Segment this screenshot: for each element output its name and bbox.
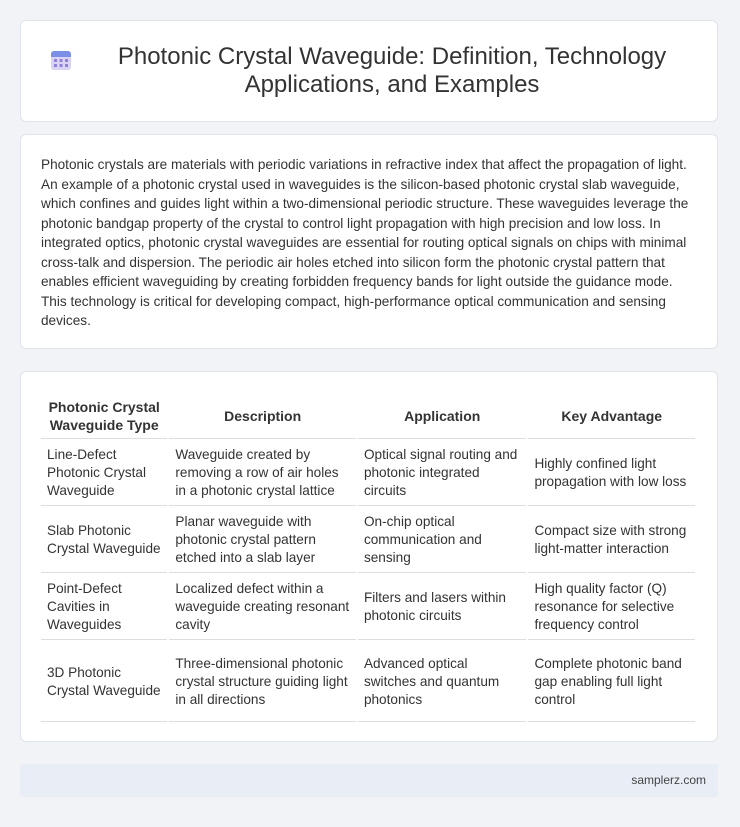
intro-card xyxy=(20,134,718,349)
calendar-grid-icon xyxy=(49,48,73,72)
column-header-type: Photonic Crystal Waveguide Type xyxy=(41,394,167,439)
cell-type: Line-Defect Photonic Crystal Waveguide xyxy=(41,441,167,506)
cell-description: Planar waveguide with photonic crystal pattern etched into a slab layer xyxy=(169,508,356,573)
cell-description: Three-dimensional photonic crystal structure guiding light in all directions xyxy=(169,642,356,722)
cell-advantage: Compact size with strong light-matter interaction xyxy=(528,508,695,573)
footer-bar xyxy=(20,764,718,797)
column-header-application: Application xyxy=(358,394,527,439)
cell-advantage: Highly confined light propagation with low loss xyxy=(528,441,695,506)
cell-description: Localized defect within a waveguide creating resonant cavity xyxy=(169,575,356,640)
cell-type: 3D Photonic Crystal Waveguide xyxy=(41,642,167,722)
title-card xyxy=(20,20,718,122)
table-header-row xyxy=(41,394,695,439)
cell-type: Slab Photonic Crystal Waveguide xyxy=(41,508,167,573)
cell-description: Waveguide created by removing a row of air holes in a photonic crystal lattice xyxy=(169,441,356,506)
cell-application: Filters and lasers within photonic circuits xyxy=(358,575,527,640)
footer-site-link[interactable]: samplerz.com xyxy=(631,773,706,787)
title-row xyxy=(49,43,689,99)
column-header-advantage: Key Advantage xyxy=(528,394,695,439)
cell-advantage: High quality factor (Q) resonance for selective frequency control xyxy=(528,575,695,640)
cell-application: On-chip optical communication and sensing xyxy=(358,508,527,573)
cell-application: Advanced optical switches and quantum photonics xyxy=(358,642,527,722)
column-header-description: Description xyxy=(169,394,356,439)
table-row xyxy=(41,508,695,573)
table-card xyxy=(20,371,718,742)
table-row xyxy=(41,575,695,640)
cell-type: Point-Defect Cavities in Waveguides xyxy=(41,575,167,640)
table-row xyxy=(41,642,695,722)
table-row xyxy=(41,441,695,506)
intro-paragraph: Photonic crystals are materials with periodic variations in refractive index that affect the propagation of light. An example of a photonic crystal used in waveguides is the silicon-based photonic crystal slab waveguide, which confines and guides light within a two-dimensional periodic structure. These waveguides leverage the photonic bandgap property of the crystal to control light propagation with high precision and low loss. In integrated optics, photonic crystal waveguides are essential for routing optical signals on chips with minimal cross-talk and dispersion. The periodic air holes etched into silicon form the photonic crystal pattern that enables efficient waveguiding by creating forbidden frequency bands for light outside the guidance mode. This technology is critical for developing compact, high-performance optical communication and sensing devices. xyxy=(41,157,689,328)
waveguide-table xyxy=(39,392,697,724)
cell-advantage: Complete photonic band gap enabling full light control xyxy=(528,642,695,722)
page-title: Photonic Crystal Waveguide: Definition, Technology Applications, and Examples xyxy=(117,43,667,98)
cell-application: Optical signal routing and photonic integrated circuits xyxy=(358,441,527,506)
